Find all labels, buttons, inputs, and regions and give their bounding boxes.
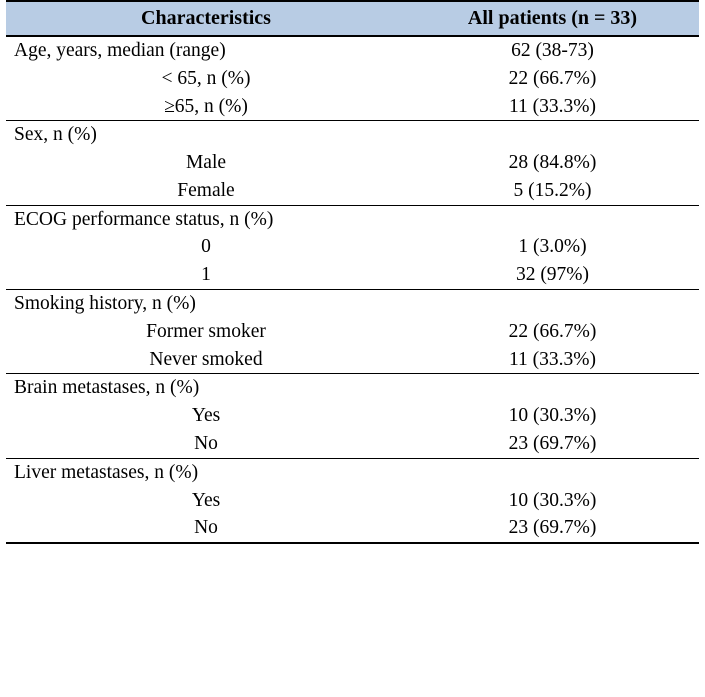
row-characteristic: No bbox=[6, 514, 406, 543]
patient-characteristics-table bbox=[6, 0, 699, 544]
row-value: 10 (30.3%) bbox=[508, 489, 597, 511]
row-characteristic: No bbox=[194, 432, 218, 454]
table-row bbox=[6, 177, 699, 205]
row-value: 22 (66.7%) bbox=[508, 67, 597, 89]
row-value: 10 (30.3%) bbox=[508, 405, 597, 427]
row-value bbox=[406, 290, 699, 318]
table-row bbox=[6, 205, 699, 233]
table-row bbox=[6, 149, 699, 177]
row-characteristic: Sex, n (%) bbox=[6, 121, 406, 149]
table-row bbox=[6, 261, 699, 289]
row-value: 11 (33.3%) bbox=[508, 95, 596, 117]
table-body bbox=[6, 36, 699, 543]
table-row bbox=[6, 318, 699, 346]
row-characteristic: Liver metastases, n (%) bbox=[6, 458, 406, 486]
row-characteristic: Former smoker bbox=[146, 320, 266, 342]
table-row bbox=[6, 233, 699, 261]
row-value: 5 (15.2%) bbox=[513, 179, 592, 201]
table-header-row bbox=[6, 1, 699, 36]
row-value bbox=[406, 374, 699, 402]
table-row bbox=[6, 374, 699, 402]
table-row bbox=[6, 402, 699, 430]
row-characteristic: ECOG performance status, n (%) bbox=[6, 205, 406, 233]
row-characteristic: Female bbox=[177, 179, 235, 201]
table-row bbox=[6, 36, 699, 65]
table-row bbox=[6, 121, 699, 149]
row-characteristic: Male bbox=[185, 152, 227, 174]
row-characteristic: 1 bbox=[201, 264, 211, 286]
row-value: 11 (33.3%) bbox=[508, 348, 596, 370]
row-value bbox=[406, 458, 699, 486]
row-value: 62 (38-73) bbox=[511, 40, 594, 61]
row-value: 1 (3.0%) bbox=[518, 236, 587, 258]
row-value: 32 (97%) bbox=[515, 264, 590, 286]
row-value bbox=[406, 205, 699, 233]
row-characteristic: Age, years, median (range) bbox=[14, 40, 226, 61]
table-row bbox=[6, 65, 699, 93]
row-characteristic: 0 bbox=[201, 236, 211, 258]
table-row bbox=[6, 93, 699, 121]
row-characteristic: Smoking history, n (%) bbox=[6, 290, 406, 318]
row-value: 22 (66.7%) bbox=[508, 320, 597, 342]
row-value: 28 (84.8%) bbox=[508, 152, 597, 174]
row-value: 23 (69.7%) bbox=[508, 432, 597, 454]
table-row bbox=[6, 514, 699, 543]
row-characteristic: Brain metastases, n (%) bbox=[6, 374, 406, 402]
row-characteristic: < 65, n (%) bbox=[161, 67, 251, 89]
table-row bbox=[6, 487, 699, 515]
table-row bbox=[6, 458, 699, 486]
table-row bbox=[6, 290, 699, 318]
table-row bbox=[6, 430, 699, 458]
row-value bbox=[406, 121, 699, 149]
row-characteristic: ≥65, n (%) bbox=[164, 95, 248, 117]
table-row bbox=[6, 346, 699, 374]
table-header bbox=[6, 1, 699, 36]
row-value: 23 (69.7%) bbox=[406, 514, 699, 543]
row-characteristic: Yes bbox=[191, 405, 221, 427]
column-header-all-patients: All patients (n = 33) bbox=[406, 1, 699, 36]
column-header-characteristics: Characteristics bbox=[6, 1, 406, 36]
row-characteristic: Never smoked bbox=[149, 348, 263, 370]
row-characteristic: Yes bbox=[191, 489, 221, 511]
